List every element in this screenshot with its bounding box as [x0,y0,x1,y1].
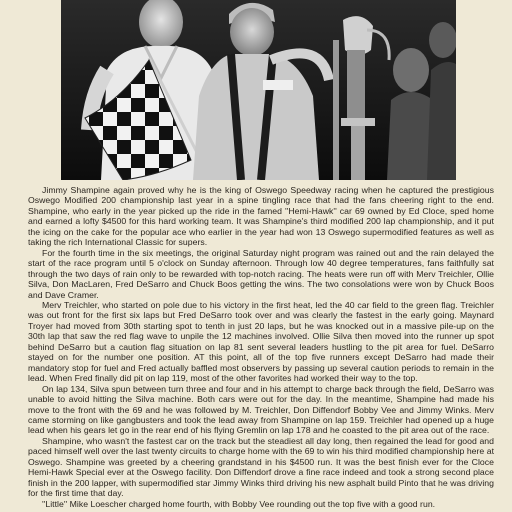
article-body [28,185,494,512]
photo-drawing [61,0,456,180]
article-paragraph: For the fourth time in the six meetings, the original Saturday night program was rained out and the rain delayed the start of the race program until 5 o'clock on Sunday afternoon. Through low 40 degree temperatures, fans faithfully sat through the two days of rain only to be rewarded with top-notch racing. The heats were run off with Merv Treichler, Ollie Silva, Don MacLaren, Fred DeSarro and Chuck Boos getting the wins. The two consolations were won by Chuck Boos and Dave Cramer. [28,247,494,300]
article-paragraph: ''Little'' Mike Loescher charged home fourth, with Bobby Vee rounding out the top five with a good run. [42,498,436,509]
article-paragraph: Merv Treichler, who started on pole due to his victory in the first heat, led the 40 car field to the green flag. Treichler was out front for the first six laps but Fred DeSarro took over and was clearly the fastest in the early going. Maynard Troyer had moved from 30th starting spot to tenth in just 20 laps, but he was knocked out in a massive pile-up on the 30th lap that saw the red flag wave to unpile the 12 machines involved. Ollie Silva then moved into the runner up spot behind DeSarro but a caution flag situation on lap 81 sent several leaders hustling to the pit area for fuel. DeSarro stayed on for the number one position. AT this point, all of the top five runners except DeSarro had made their mandatory stop for fuel and Fred actually baffled most observers by passing up several caution periods to remain in the lead. When Fred finally did pit on lap 119, most of the other favorites had worked their way to the top. [28,299,494,384]
article-paragraph: Jimmy Shampine again proved why he is the king of Oswego Speedway racing when he captured the prestigious Oswego Modified 200 championship last year in a spine tingling race that had the fans cheering right to the end. Shampine, who early in the year picked up the ride in the famed ''Hemi-Hawk'' car 69 owned by Ed Cloce, sped home and earned a lofty $4500 for this hard working team. It was Shampine's third modified 200 lap championship, and it put the icing on the cake for the popular ace who earlier in the year had won 13 Oswego supermodified features as well as taking the rich International Classic for supers. [28,185,494,248]
article-paragraph: On lap 134, Silva spun between turn three and four and in his attempt to charge back through the field, DeSarro was unable to avoid hitting the Silva machine. Both cars were out for the day. In the meantime, Shampine had made his move to the front with the 69 and he was followed by M. Treichler, Don Diffendorf Bobby Vee and Jimmy Winks. Merv came storming on like gangbusters and took the lead away from Shampine on lap 159. Treichler had opened up a huge lead when his gears let go in the rear end of his flying Gremlin on lap 178 and he coasted to the pit area out of the race. [28,383,494,436]
article-paragraph: Shampine, who wasn't the fastest car on the track but the steadiest all day long, then regained the lead for good and paced himself well over the last twenty circuits to charge home with the 69 to win his third modified championship here at Oswego. Shampine was greeted by a cheering grandstand in his $4500 run. It was the best finish ever for the Cloce Hemi-Hawk Special ever at the Oswego facility. Don Diffendorf drove a fine race indeed and took a strong second place finish in the 200 lapper, with supermodified star Jimmy Winks third driving his new asphalt build Pinto that he was driving for the first time that day. [28,435,494,499]
victory-lane-photo [61,0,456,180]
